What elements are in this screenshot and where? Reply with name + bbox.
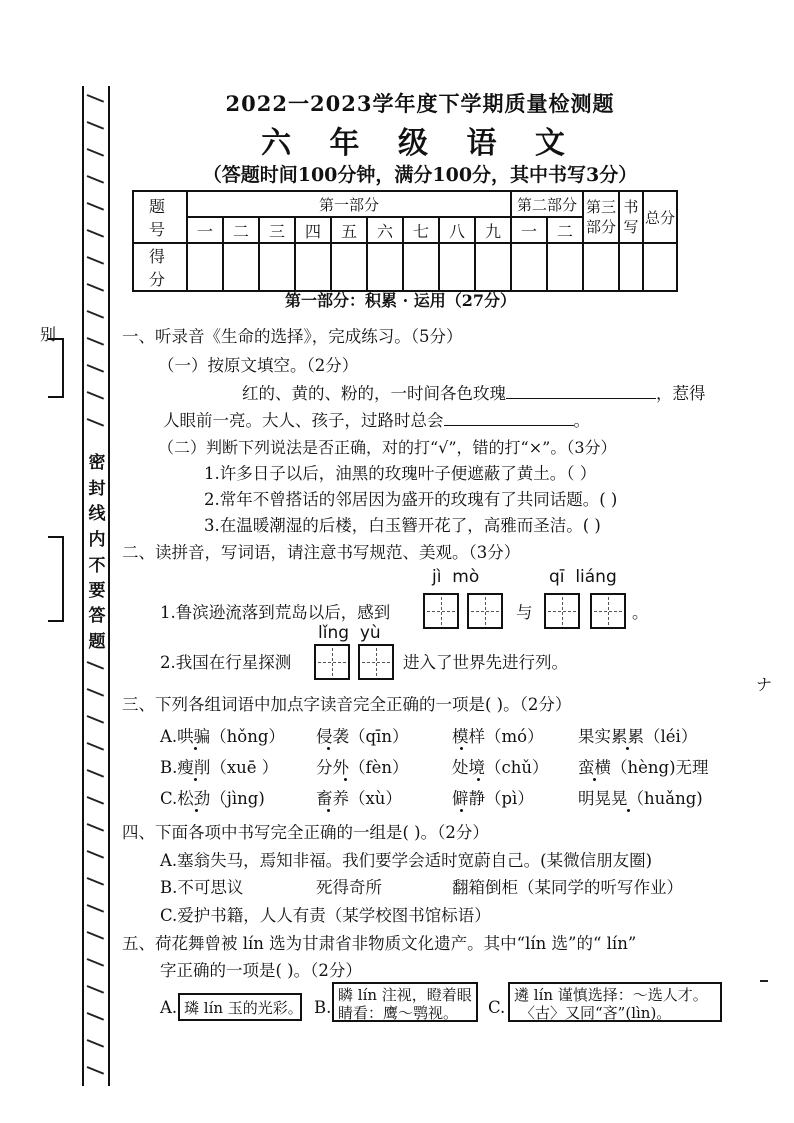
margin-slash: [87, 283, 104, 292]
q4-option-c: C.爱护书籍，人人有责（某学校图书馆标语）: [160, 906, 491, 925]
emphasis-dot: [327, 809, 330, 812]
score-cell[interactable]: [511, 243, 547, 291]
score-col: 九: [475, 217, 511, 243]
score-cell[interactable]: [223, 243, 259, 291]
score-writing-header: 书写: [619, 191, 643, 243]
q5-option-a-label: A.: [160, 998, 178, 1017]
q3-option: C.松劲（jìng): [160, 789, 265, 808]
margin-slash: [87, 175, 104, 184]
emphasis-dot: [194, 747, 197, 750]
margin-slash: [87, 1039, 104, 1048]
margin-slash: [87, 94, 104, 103]
margin-slash: [87, 1012, 104, 1021]
score-part2-header: 第二部分: [511, 191, 583, 217]
margin-line-right: [108, 86, 110, 1086]
tianzige-box[interactable]: [423, 593, 459, 629]
q2-pinyin-2: lǐng yù: [318, 623, 381, 643]
margin-slash: [87, 229, 104, 238]
q2-item2-post: 进入了世界先进行列。: [403, 653, 568, 672]
margin-slash: [87, 202, 104, 211]
q1-item: 3.在温暖潮湿的后楼，白玉簪开花了，高雅而圣洁。( ): [204, 516, 601, 535]
q1-line1-post: ，惹得: [656, 384, 706, 403]
margin-slash: [87, 877, 104, 886]
seal-char: 线: [88, 504, 106, 524]
stray-mark: ナ: [756, 675, 773, 694]
emphasis-dot: [477, 778, 480, 781]
score-part3-header: 第三部分: [583, 191, 619, 243]
score-col: 二: [223, 217, 259, 243]
side-bracket-bottom: [48, 536, 64, 622]
q1-line2-pre: 人眼前一亮。大人、孩子，过路时总会: [163, 411, 444, 430]
score-table: [132, 190, 678, 292]
q5-option-a-box: [178, 993, 302, 1021]
q1-line2-post: 。: [573, 411, 590, 430]
margin-slash: [87, 121, 104, 130]
q5-option-a-text: 璘 lín 玉的光彩。: [184, 999, 303, 1017]
margin-slash: [87, 391, 104, 400]
q4-option-b1: B.不可思议: [160, 878, 244, 897]
score-col: 三: [259, 217, 295, 243]
emphasis-dot: [344, 778, 347, 781]
seal-char: 答: [88, 606, 106, 626]
margin-slash: [87, 796, 104, 805]
q3-option: B.瘦削（xuē ）: [160, 758, 279, 777]
seal-char: 内: [88, 530, 106, 550]
score-cell[interactable]: [295, 243, 331, 291]
q4-option-b3: 翻箱倒柜（某同学的听写作业）: [452, 878, 683, 897]
margin-line-left: [82, 86, 84, 1086]
q3-option: 分外（fèn）: [316, 758, 409, 777]
q3-option: 明晃晃（huǎng): [578, 789, 703, 808]
q1-line2: [163, 410, 590, 432]
score-cell[interactable]: [331, 243, 367, 291]
q1-title: 一、听录音《生命的选择》，完成练习。（5分）: [122, 327, 463, 346]
margin-slash: [87, 256, 104, 265]
q3-option: 侵袭（qīn）: [316, 727, 409, 746]
q5-title-2: 字正确的一项是( )。（2分）: [160, 961, 362, 980]
q5-title: 五、荷花舞曾被 lín 选为甘肃省非物质文化遗产。其中“lín 选”的“ lín”: [122, 934, 637, 953]
q5-option-c-box: [508, 982, 722, 1022]
margin-slash: [87, 715, 104, 724]
q1-blank-2[interactable]: [444, 425, 574, 426]
exam-title: 2022一2023学年度下学期质量检测题: [225, 91, 615, 116]
score-col: 四: [295, 217, 331, 243]
score-cell[interactable]: [619, 243, 643, 291]
exam-info: （答题时间100分钟，满分100分，其中书写3分）: [202, 164, 638, 186]
q5-option-b-line1: 瞵 lín 注视，瞪着眼: [338, 986, 472, 1004]
margin-slash: [87, 958, 104, 967]
score-col: 八: [439, 217, 475, 243]
seal-char: 题: [88, 632, 106, 652]
q3-option: 果实累累（léi）: [578, 727, 698, 746]
tianzige-box[interactable]: [544, 593, 580, 629]
score-col: 六: [367, 217, 403, 243]
score-cell[interactable]: [439, 243, 475, 291]
score-cell[interactable]: [403, 243, 439, 291]
section-heading: 第一部分：积累 · 运用（27分）: [285, 291, 516, 310]
margin-slash: [87, 688, 104, 697]
score-cell[interactable]: [259, 243, 295, 291]
stray-dash: [760, 980, 768, 982]
q3-title: 三、下列各组词语中加点字读音完全正确的一项是( )。（2分）: [122, 695, 572, 714]
q2-item2-pre: 2.我国在行星探测: [160, 653, 292, 672]
score-col: 七: [403, 217, 439, 243]
q1-sub2: （二）判断下列说法是否正确，对的打“√”，错的打“×”。（3分）: [158, 438, 617, 457]
emphasis-dot: [460, 809, 463, 812]
tianzige-box[interactable]: [467, 593, 503, 629]
score-total-header: 总分: [643, 191, 677, 243]
q2-title: 二、读拼音，写词语，请注意书写规范、美观。（3分）: [122, 543, 521, 562]
q2-item1-post: 。: [632, 603, 649, 622]
q5-option-b-line2: 睛看：鹰～鹗视。: [338, 1004, 459, 1022]
q3-option: 模样（mó）: [452, 727, 544, 746]
margin-slash: [87, 823, 104, 832]
score-part1-header: 第一部分: [187, 191, 511, 217]
q5-option-c-line1: 遴 lín 谨慎选择：～选人才。: [514, 986, 708, 1004]
margin-slash: [87, 742, 104, 751]
q1-item: 1.许多日子以后，油黑的玫瑰叶子便遮蔽了黄土。（ ）: [204, 464, 597, 483]
emphasis-dot: [627, 809, 630, 812]
q3-option: 僻静（pì）: [452, 789, 534, 808]
tianzige-box[interactable]: [314, 644, 350, 680]
margin-slash: [87, 418, 104, 427]
q5-option-c-label: C.: [488, 998, 506, 1017]
margin-slash: [87, 985, 104, 994]
q3-option: 处境（chǔ）: [452, 758, 549, 777]
tianzige-box[interactable]: [358, 644, 394, 680]
emphasis-dot: [194, 778, 197, 781]
side-label: 别: [40, 325, 57, 344]
q5-option-b-box: [332, 982, 478, 1022]
score-col: 一: [511, 217, 547, 243]
score-cell[interactable]: [367, 243, 403, 291]
score-cell[interactable]: [547, 243, 583, 291]
q4-option-a: A.塞翁失马，焉知非福。我们要学会适时宽蔚自己。(某微信朋友圈): [160, 851, 653, 870]
q4-option-b2: 死得奇所: [316, 878, 382, 897]
score-row-label-score: 得 分: [133, 243, 187, 291]
score-col: 五: [331, 217, 367, 243]
seal-char: 密: [88, 453, 106, 473]
margin-slash: [87, 1066, 104, 1075]
margin-slash: [87, 931, 104, 940]
q2-item1-pre: 1.鲁滨逊流落到荒岛以后，感到: [160, 603, 391, 622]
q1-item: 2.常年不曾搭话的邻居因为盛开的玫瑰有了共同话题。( ): [204, 490, 618, 509]
q1-sub1: （一）按原文填空。（2分）: [158, 356, 359, 375]
margin-slash: [87, 904, 104, 913]
subject-title: 六 年 级 语 文: [261, 126, 579, 161]
q3-option: 蛮横（hèng)无理: [578, 758, 709, 777]
q1-blank-1[interactable]: [506, 398, 656, 399]
emphasis-dot: [593, 778, 596, 781]
score-cell[interactable]: [643, 243, 677, 291]
q2-item1-mid: 与: [516, 603, 533, 622]
seal-char: 要: [88, 581, 106, 601]
q4-title: 四、下面各项中书写完全正确的一组是( )。（2分）: [122, 823, 489, 842]
score-cell[interactable]: [187, 243, 223, 291]
tianzige-box[interactable]: [590, 593, 626, 629]
seal-char: 不: [88, 556, 106, 576]
seal-char: 封: [88, 479, 106, 499]
score-row-label-number: 题 号: [133, 191, 187, 243]
side-bracket-top: [48, 338, 64, 398]
q1-line1: [242, 383, 706, 405]
emphasis-dot: [195, 809, 198, 812]
emphasis-dot: [460, 747, 463, 750]
score-cell[interactable]: [475, 243, 511, 291]
q5-option-b-label: B.: [314, 998, 332, 1017]
margin-slash: [87, 364, 104, 373]
margin-slash: [87, 850, 104, 859]
score-cell[interactable]: [583, 243, 619, 291]
q3-option: 畜养（xù）: [316, 789, 402, 808]
emphasis-dot: [327, 747, 330, 750]
q1-line1-pre: 红的、黄的、粉的，一时间各色玫瑰: [242, 384, 506, 403]
q2-pinyin-1b: qī liáng: [549, 567, 617, 587]
score-col: 一: [187, 217, 223, 243]
margin-slash: [87, 148, 104, 157]
margin-slash: [87, 337, 104, 346]
score-col: 二: [547, 217, 583, 243]
q2-pinyin-1a: jì mò: [432, 567, 480, 587]
q3-option: A.哄骗（hǒng）: [160, 727, 285, 746]
margin-slash: [87, 310, 104, 319]
emphasis-dot: [626, 747, 629, 750]
margin-slash: [87, 661, 104, 670]
q5-option-c-line2: 〈古〉又同“吝”(lìn)。: [520, 1004, 672, 1022]
margin-slash: [87, 769, 104, 778]
